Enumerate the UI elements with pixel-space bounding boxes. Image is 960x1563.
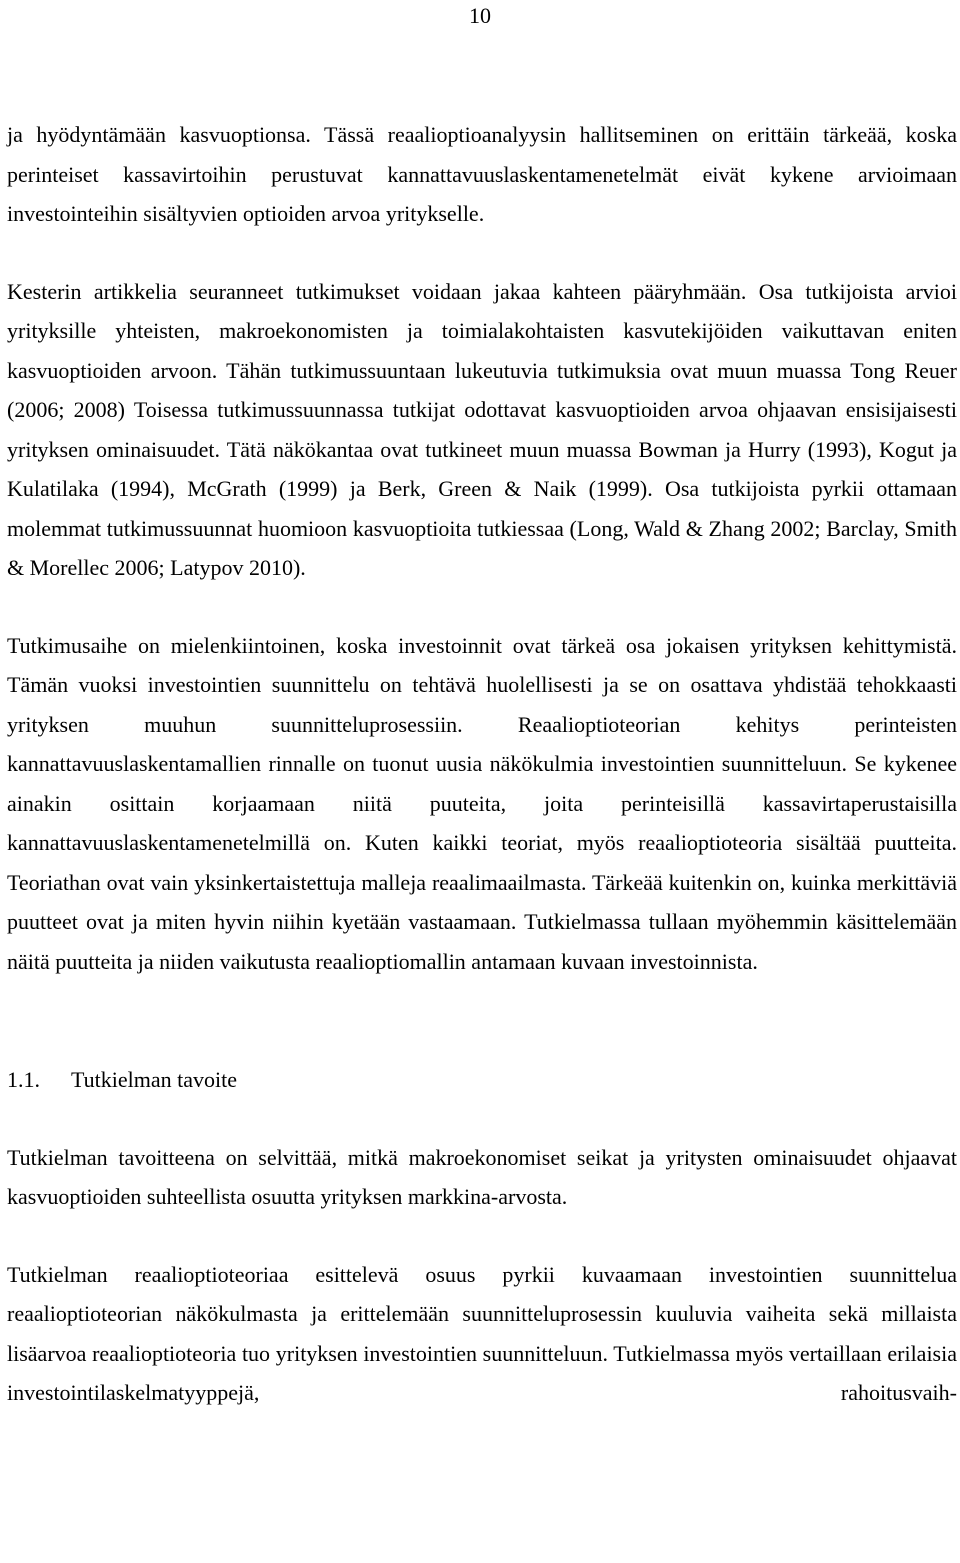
paragraph-spacer [7, 588, 957, 626]
paragraph-motivation: Tutkimusaihe on mielenkiintoinen, koska investoinnit ovat tärkeä osa jokaisen yrityksen kehittymistä. Tämän vuoksi investointien suunnittelu on tehtävä huolellisesti ja se on osattava yhdistää tehokkaasti yrityksen muuhun suunnitteluprosessiin. Reaalioptioteorian kehitys perinteisten kannattavuuslaskentamallien rinnalle on tuonut uusia näkökulmia investointien suunnitteluun. Se kykenee ainakin osittain korjaamaan niitä puuteita, joita perinteisillä kassavirtaperustaisilla kannattavuuslaskentamenetelmillä on. Kuten kaikki teoriat, myös reaalioptioteoria sisältää puutteita. Teoriathan ovat vain yksinkertaistettuja malleja reaalimaailmasta. Tärkeää kuitenkin on, kuinka merkittäviä puutteet ovat ja miten hyvin niihin kyetään vastaamaan. Tutkielmassa tullaan myöhemmin käsittelemään näitä puutteita ja niiden vaikutusta reaalioptiomallin antamaan kuvaan investoinnista. [7, 632, 957, 974]
paragraph-intro-continuation: ja hyödyntämään kasvuoptionsa. Tässä reaalioptioanalyysin hallitseminen on erittäin tärkeää, koska perinteiset kassavirtoihin perustuvat kannattavuuslaskentamenetelmät eivät kykene arvioimaan investointeihin sisältyvien optioiden arvoa yritykselle. [7, 122, 957, 226]
section-title: Tutkielman tavoite [71, 1067, 238, 1092]
paragraph-spacer [7, 1100, 957, 1138]
paragraph-scope: Tutkielman reaalioptioteoriaa esittelevä osuus pyrkii kuvaamaan investointien suunnittelua reaalioptioteorian näkökulmasta ja erittelemään suunnitteluprosessin kuuluvia vaiheita sekä millaista lisäarvoa reaalioptioteoria tuo yrityksen investointien suunnitteluun. Tutkielmassa myös vertaillaan erilaisia investointilaskelmatyyppejä, rahoitusvaih- [7, 1261, 957, 1405]
paragraph-related-research: Kesterin artikkelia seuranneet tutkimukset voidaan jakaa kahteen pääryhmään. Osa tutkijoista arvioi yrityksille yhteisten, makroekonomisten ja toimialakohtaisten kasvutekijöiden vaikuttavan eniten kasvuoptioiden arvoon. Tähän tutkimussuuntaan lukeutuvia tutkimuksia ovat muun muassa Tong Reuer (2006; 2008) Toisessa tutkimussuunnassa tutkijat odottavat kasvuoptioiden arvoa ohjaavan ensisijaisesti yrityksen ominaisuudet. Tätä näkökantaa ovat tutkineet muun muassa Bowman ja Hurry (1993), Kogut ja Kulatilaka (1994), McGrath (1999) ja Berk, Green & Naik (1999). Osa tutkijoista pyrkii ottamaan molemmat tutkimussuunnat huomioon kasvuoptioita tutkiessaa (Long, Wald & Zhang 2002; Barclay, Smith & Morellec 2006; Latypov 2010). [7, 278, 957, 580]
section-heading [7, 1060, 957, 1100]
section-spacer [7, 981, 957, 1060]
paragraph-spacer [7, 234, 957, 272]
page-number: 10 [469, 3, 491, 28]
paragraph-objective: Tutkielman tavoitteena on selvittää, mitkä makroekonomiset seikat ja yritysten ominaisuudet ohjaavat kasvuoptioiden suhteellista osuutta yrityksen markkina-arvosta. [7, 1144, 957, 1209]
paragraph-spacer [7, 1217, 957, 1255]
document-body [7, 115, 957, 1413]
section-number: 1.1. [7, 1067, 40, 1092]
